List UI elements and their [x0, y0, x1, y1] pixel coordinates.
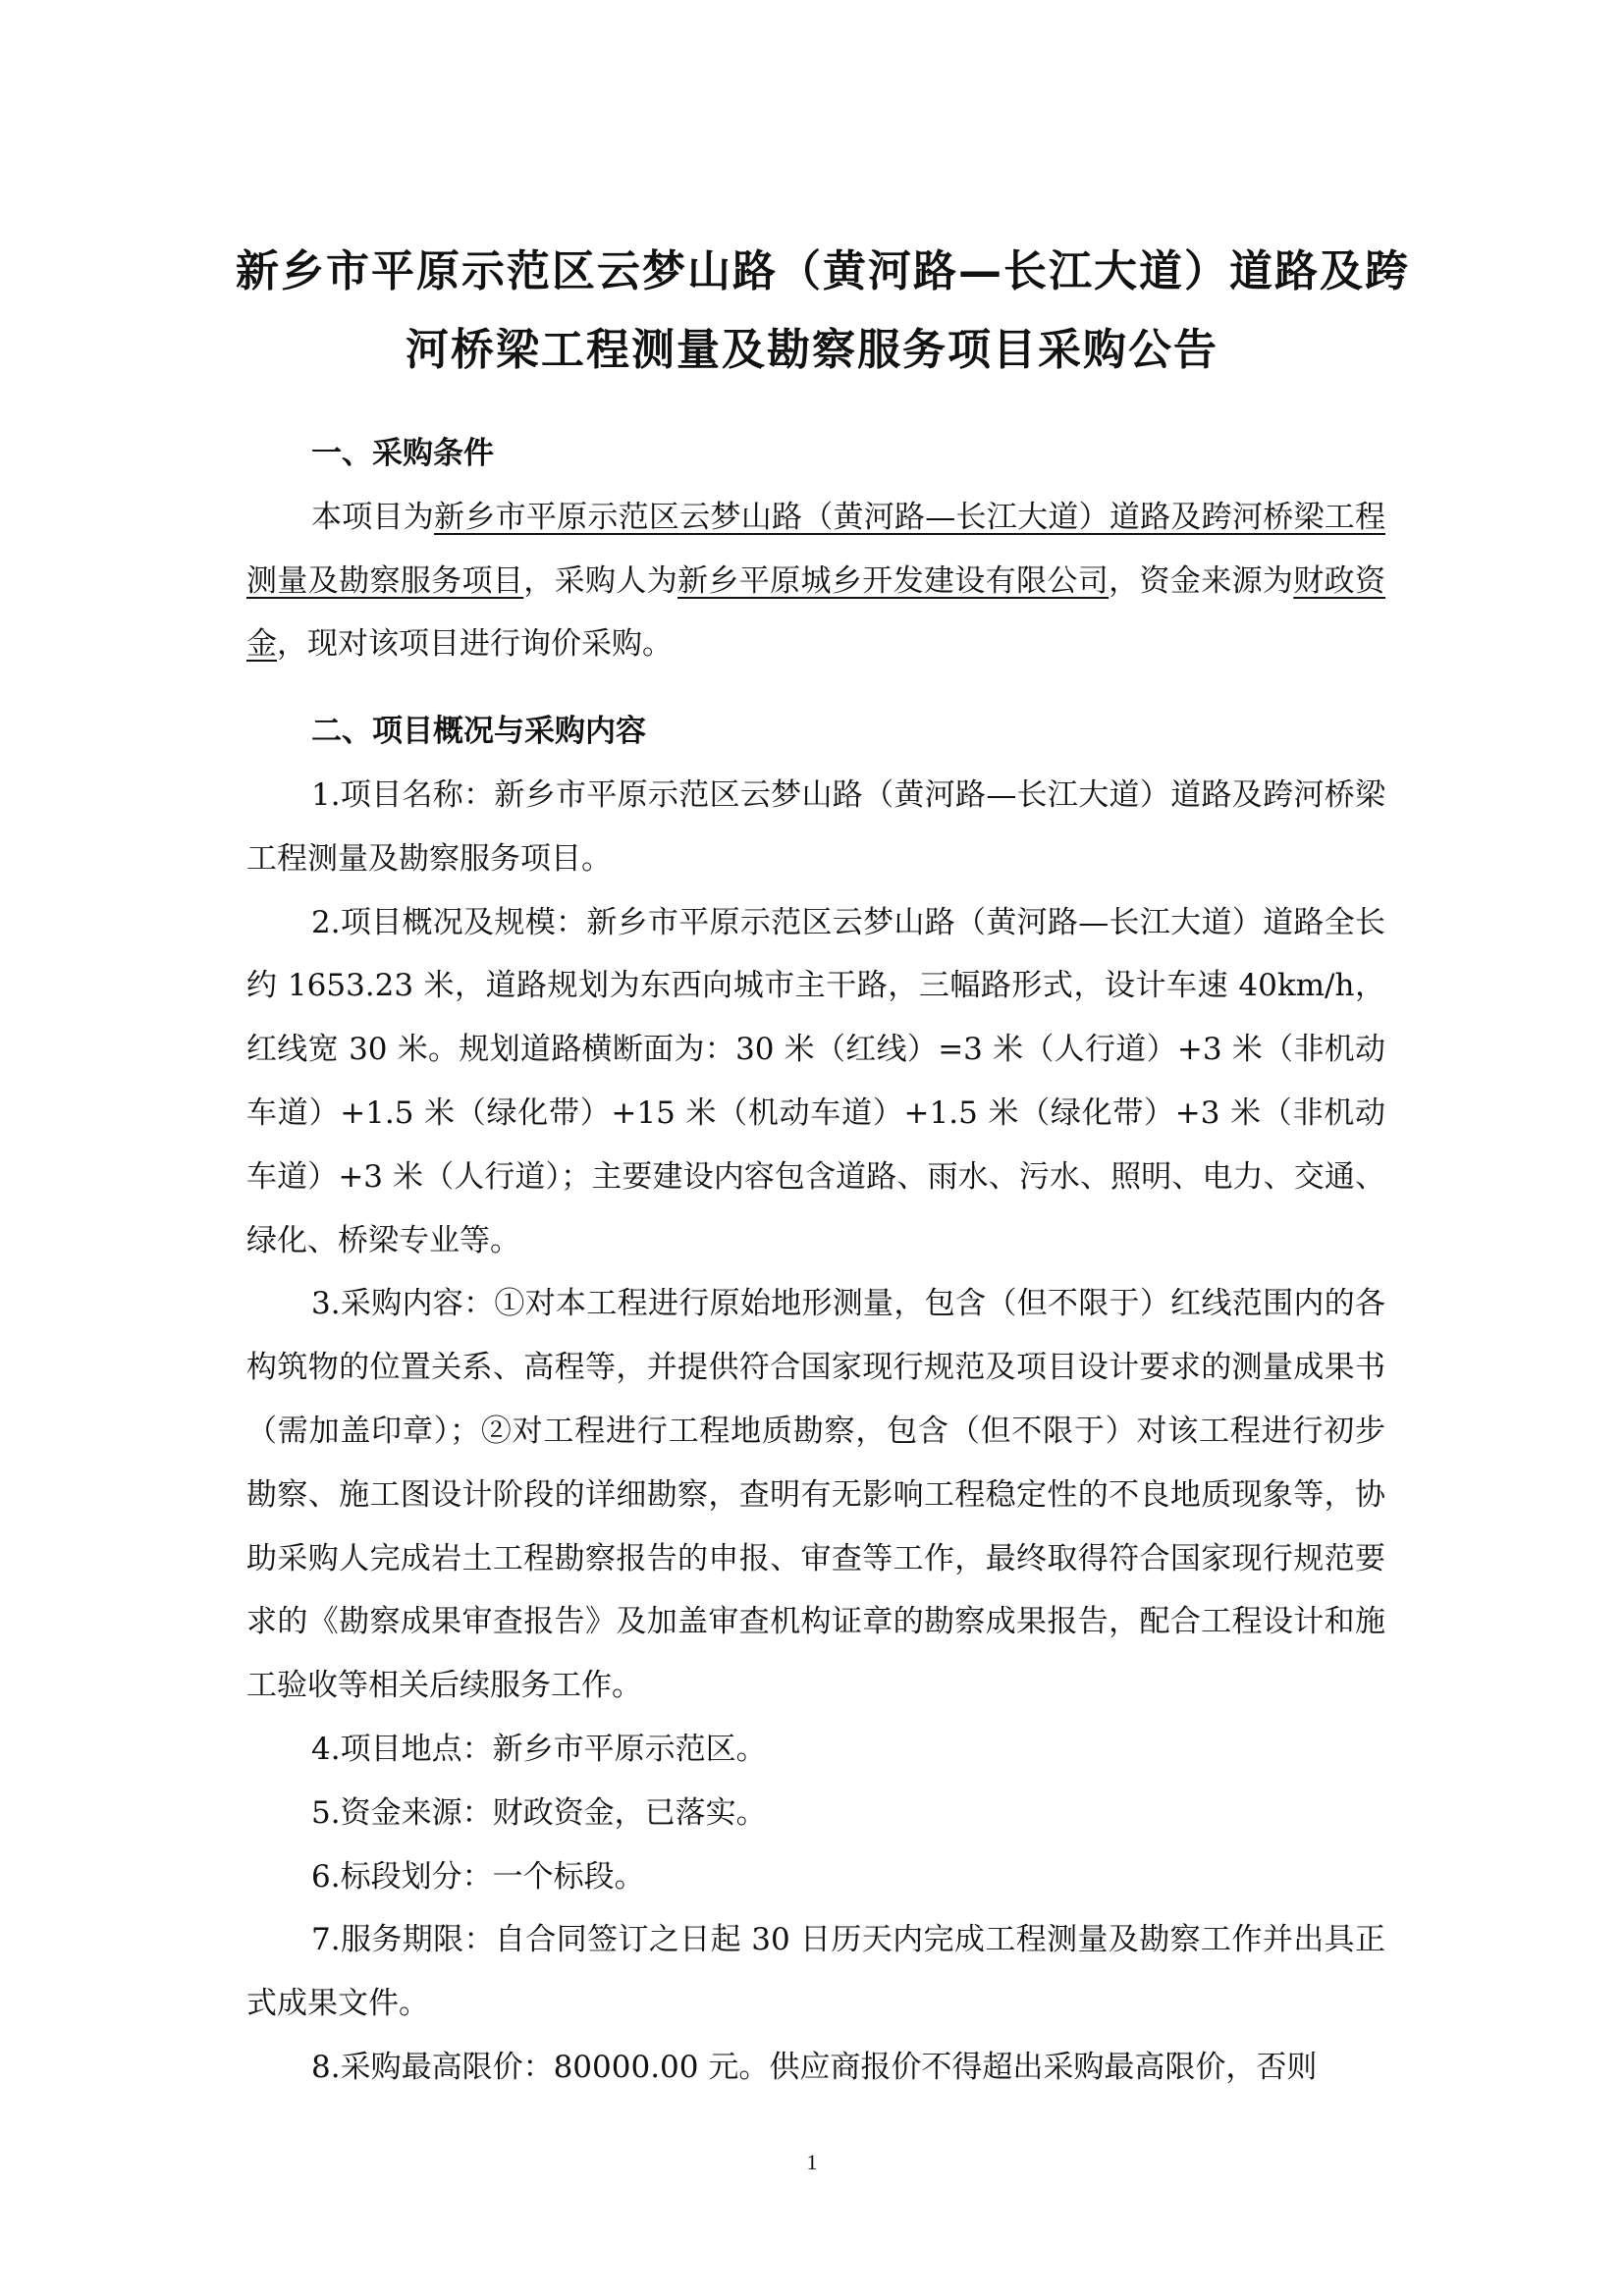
item-project-location: 4.项目地点：新乡市平原示范区。	[311, 1731, 767, 1767]
item-price-limit: 8.采购最高限价：80000.00 元。供应商报价不得超出采购最高限价，否则	[311, 2049, 1318, 2085]
item-lot-division: 6.标段划分：一个标段。	[311, 1858, 645, 1895]
item-service-period: 7.服务期限：自合同签订之日起 30 日历天内完成工程测量及勘察工作并出具正式成果文件。	[246, 1922, 1385, 2022]
item-procurement-content: 3.采购内容：①对本工程进行原始地形测量，包含（但不限于）红线范围内的各构筑物的位置关系、高程等，并提供符合国家现行规范及项目设计要求的测量成果书（需加盖印章）；②对工程进行工程地质勘察，包含（但不限于）对该工程进行初步勘察、施工图设计阶段的详细勘察，查明有无影响工程稳定性的不良地质现象等，协助采购人完成岩土工程勘察报告的申报、审查等工作，最终取得符合国家现行规范要求的《勘察成果审查报告》及加盖审查机构证章的勘察成果报告，配合工程设计和施工验收等相关后续服务工作。	[246, 1286, 1385, 1704]
intro-suffix: ，现对该项目进行询价采购。	[277, 626, 673, 663]
fund-source: 财政资金	[246, 562, 1386, 663]
purchaser-prefix: ，采购人为	[523, 562, 678, 599]
item-project-name: 1.项目名称：新乡市平原示范区云梦山路（黄河路—长江大道）道路及跨河桥梁工程测量及勘察服务项目。	[246, 776, 1385, 877]
page-title-line-2: 河桥梁工程测量及勘察服务项目采购公告	[406, 325, 1218, 375]
page-number: 1	[806, 2150, 818, 2174]
document-body	[246, 422, 1385, 2100]
section-1-paragraph	[246, 486, 1385, 676]
purchaser-name: 新乡平原城乡开发建设有限公司	[677, 562, 1110, 599]
intro-prefix: 本项目为	[311, 499, 435, 535]
fund-prefix: ，资金来源为	[1109, 562, 1294, 599]
section-2-heading: 二、项目概况与采购内容	[311, 714, 646, 750]
project-name: 新乡市平原示范区云梦山路（黄河路—长江大道）道路及跨河桥梁工程测量及勘察服务项目	[246, 499, 1386, 599]
section-1-heading: 一、采购条件	[311, 436, 494, 471]
item-project-overview: 2.项目概况及规模：新乡市平原示范区云梦山路（黄河路—长江大道）道路全长约 1653.23 米，道路规划为东西向城市主干路，三幅路形式，设计车速 40km/h，红线宽 30 米。规划道路横断面为：30 米（红线）=3 米（人行道）+3 米（非机动车道）+1.5 米（绿化带）+15 米（机动车道）+1.5 米（绿化带）+3 米（非机动车道）+3 米（人行道）；主要建设内容包含道路、雨水、污水、照明、电力、交通、绿化、桥梁专业等。	[246, 904, 1385, 1258]
item-fund-source: 5.资金来源：财政资金，已落实。	[311, 1794, 767, 1831]
page-title-line-1: 新乡市平原示范区云梦山路（黄河路—长江大道）道路及跨	[236, 246, 1410, 296]
